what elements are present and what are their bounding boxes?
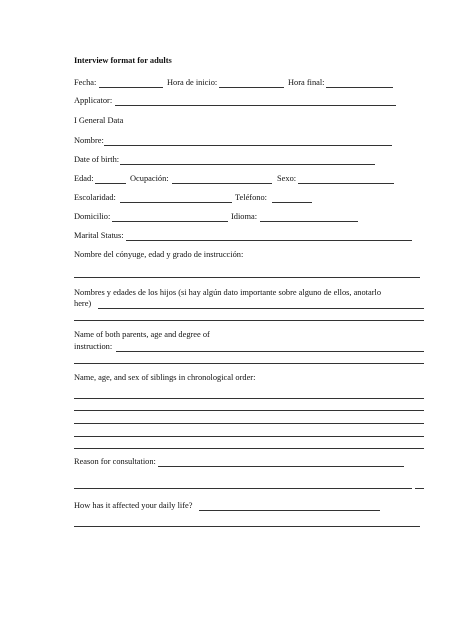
parents-field-2[interactable] [74, 363, 424, 364]
conyuge-label: Nombre del cónyuge, edad y grado de instrucción: [74, 250, 244, 259]
fecha-field[interactable] [99, 87, 163, 88]
siblings-label: Name, age, and sex of siblings in chronological order: [74, 373, 256, 382]
hijos-label-line2: here) [74, 299, 92, 308]
hora-inicio-field[interactable] [219, 87, 284, 88]
siblings-field-5[interactable] [74, 448, 424, 449]
telefono-label: Teléfono: [235, 193, 267, 202]
dob-field[interactable] [120, 164, 375, 165]
nombre-label: Nombre: [74, 136, 104, 145]
sexo-field[interactable] [298, 183, 394, 184]
telefono-field[interactable] [272, 202, 312, 203]
conyuge-field[interactable] [74, 277, 420, 278]
applicator-field[interactable] [115, 105, 396, 106]
applicator-label: Applicator: [74, 96, 113, 105]
nombre-field[interactable] [104, 145, 392, 146]
consultation-label: Reason for consultation: [74, 457, 156, 466]
edad-label: Edad: [74, 174, 94, 183]
siblings-field-4[interactable] [74, 436, 424, 437]
sexo-label: Sexo: [277, 174, 297, 183]
ocupacion-label: Ocupación: [130, 174, 169, 183]
siblings-field-2[interactable] [74, 410, 424, 411]
hijos-field-2[interactable] [74, 320, 424, 321]
idioma-label: Idioma: [231, 212, 258, 221]
parents-label-line2: instruction: [74, 342, 113, 351]
siblings-field-1[interactable] [74, 398, 424, 399]
idioma-field[interactable] [260, 221, 358, 222]
edad-field[interactable] [95, 183, 126, 184]
dob-label: Date of birth: [74, 155, 120, 164]
domicilio-field[interactable] [112, 221, 228, 222]
domicilio-label: Domicilio: [74, 212, 111, 221]
form-title: Interview format for adults [74, 56, 172, 65]
hora-final-label: Hora final: [288, 78, 325, 87]
marital-field[interactable] [126, 240, 412, 241]
daily-life-field-2[interactable] [74, 526, 420, 527]
hora-inicio-label: Hora de inicio: [167, 78, 218, 87]
section-general-heading: I General Data [74, 116, 124, 125]
consultation-field-2-end[interactable] [415, 488, 424, 489]
parents-field-1[interactable] [116, 351, 424, 352]
hijos-field-1[interactable] [98, 308, 424, 309]
hijos-label-line1: Nombres y edades de los hijos (si hay algún dato importante sobre alguno de ellos, anotarlo [74, 288, 382, 297]
escolaridad-label: Escolaridad: [74, 193, 116, 202]
fecha-label: Fecha: [74, 78, 97, 87]
parents-label-line1: Name of both parents, age and degree of [74, 330, 210, 339]
hora-final-field[interactable] [326, 87, 393, 88]
siblings-field-3[interactable] [74, 423, 424, 424]
ocupacion-field[interactable] [172, 183, 272, 184]
consultation-field-1[interactable] [158, 466, 404, 467]
escolaridad-field[interactable] [120, 202, 232, 203]
consultation-field-2[interactable] [74, 488, 412, 489]
marital-label: Marital Status: [74, 231, 124, 240]
daily-life-field-1[interactable] [199, 510, 380, 511]
daily-life-label: How has it affected your daily life? [74, 501, 193, 510]
